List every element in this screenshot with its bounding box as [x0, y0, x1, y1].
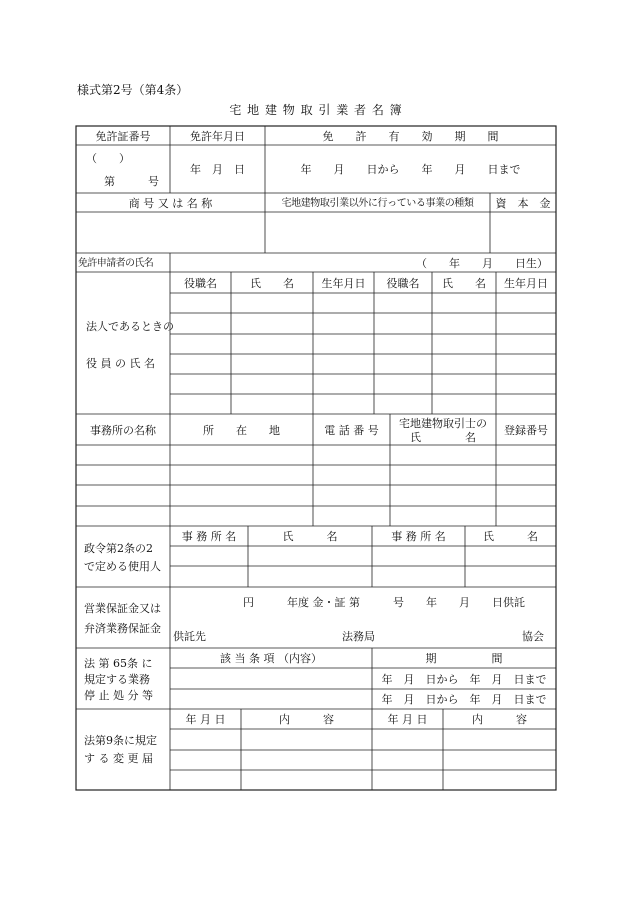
- deposit-label-2: 弁済業務保証金: [84, 622, 161, 635]
- deposit-depositary: 供託先: [173, 630, 206, 643]
- deposit-bureau: 法務局: [342, 630, 375, 643]
- trade-name-header: 商 号 又 は 名 称: [128, 197, 213, 210]
- officers-header-position-2: 役職名: [386, 277, 420, 290]
- suspension-period-row-1: 年 月 日から 年 月 日まで: [381, 673, 547, 686]
- changes-header-date-2: 年 月 日: [387, 713, 428, 726]
- changes-header-date-1: 年 月 日: [185, 713, 226, 726]
- form-title: 宅 地 建 物 取 引 業 者 名 簿: [229, 103, 403, 117]
- employees-header-name-2: 氏 名: [483, 530, 538, 543]
- employees-header-name-1: 氏 名: [282, 530, 338, 543]
- officers-header-name-2: 氏 名: [442, 277, 486, 290]
- officers-label-2: 役 員 の 氏 名: [86, 357, 155, 370]
- license-number-header: 免許証番号: [95, 130, 151, 143]
- employees-header-office-2: 事 務 所 名: [391, 530, 446, 543]
- changes-label-1: 法第9条に規定: [84, 734, 157, 747]
- suspension-label-1: 法 第 65条 に: [84, 657, 153, 670]
- offices-header-phone: 電 話 番 号: [324, 424, 379, 437]
- deposit-line: 円 年度 金・証 第 号 年 月 日供託: [243, 596, 525, 609]
- changes-label-2: す る 変 更 届: [84, 752, 153, 765]
- deposit-association: 協会: [522, 630, 544, 643]
- offices-header-registration: 登録番号: [504, 424, 548, 437]
- changes-header-content-1: 内 容: [279, 713, 334, 726]
- suspension-label-3: 停 止 処 分 等: [84, 689, 153, 702]
- officers-header-name-1: 氏 名: [250, 277, 294, 290]
- suspension-period-row-2: 年 月 日から 年 月 日まで: [381, 693, 547, 706]
- officers-header-position-1: 役職名: [184, 277, 217, 290]
- license-validity-header: 免 許 有 効 期 間: [322, 130, 499, 143]
- employees-label-1: 政令第2条の2: [84, 542, 153, 555]
- offices-header-agent-2: 氏 名: [410, 431, 476, 444]
- capital-header: 資 本 金: [495, 197, 551, 210]
- license-date-value: 年 月 日: [190, 163, 245, 176]
- offices-header-name: 事務所の名称: [90, 424, 156, 437]
- employees-label-2: で定める使用人: [84, 560, 161, 573]
- license-date-header: 免許年月日: [190, 130, 245, 143]
- changes-header-content-2: 内 容: [472, 713, 527, 726]
- applicant-birth: （ 年 月 日生）: [416, 257, 548, 270]
- applicant-label: 免許申請者の氏名: [78, 258, 154, 269]
- license-validity-value: 年 月 日から 年 月 日まで: [300, 163, 521, 176]
- officers-header-birth-2: 生年月日: [504, 277, 548, 290]
- offices-header-agent-1: 宅地建物取引士の: [399, 417, 487, 430]
- deposit-label-1: 営業保証金又は: [84, 602, 161, 615]
- suspension-item-header: 該 当 条 項 （内容）: [220, 652, 322, 665]
- license-number-suffix: 第 号: [104, 175, 159, 188]
- other-business-header: 宅地建物取引業以外に行っている事業の種類: [281, 198, 474, 209]
- employees-header-office-1: 事 務 所 名: [181, 530, 237, 543]
- offices-header-address: 所 在 地: [203, 424, 280, 437]
- form-number: 様式第2号（第4条）: [77, 83, 189, 97]
- suspension-label-2: 規定する業務: [84, 673, 150, 686]
- officers-label-1: 法人であるときの: [86, 320, 174, 333]
- suspension-period-header: 期 間: [425, 652, 503, 665]
- license-paren: （ ）: [86, 152, 130, 165]
- officers-header-birth-1: 生年月日: [321, 277, 366, 290]
